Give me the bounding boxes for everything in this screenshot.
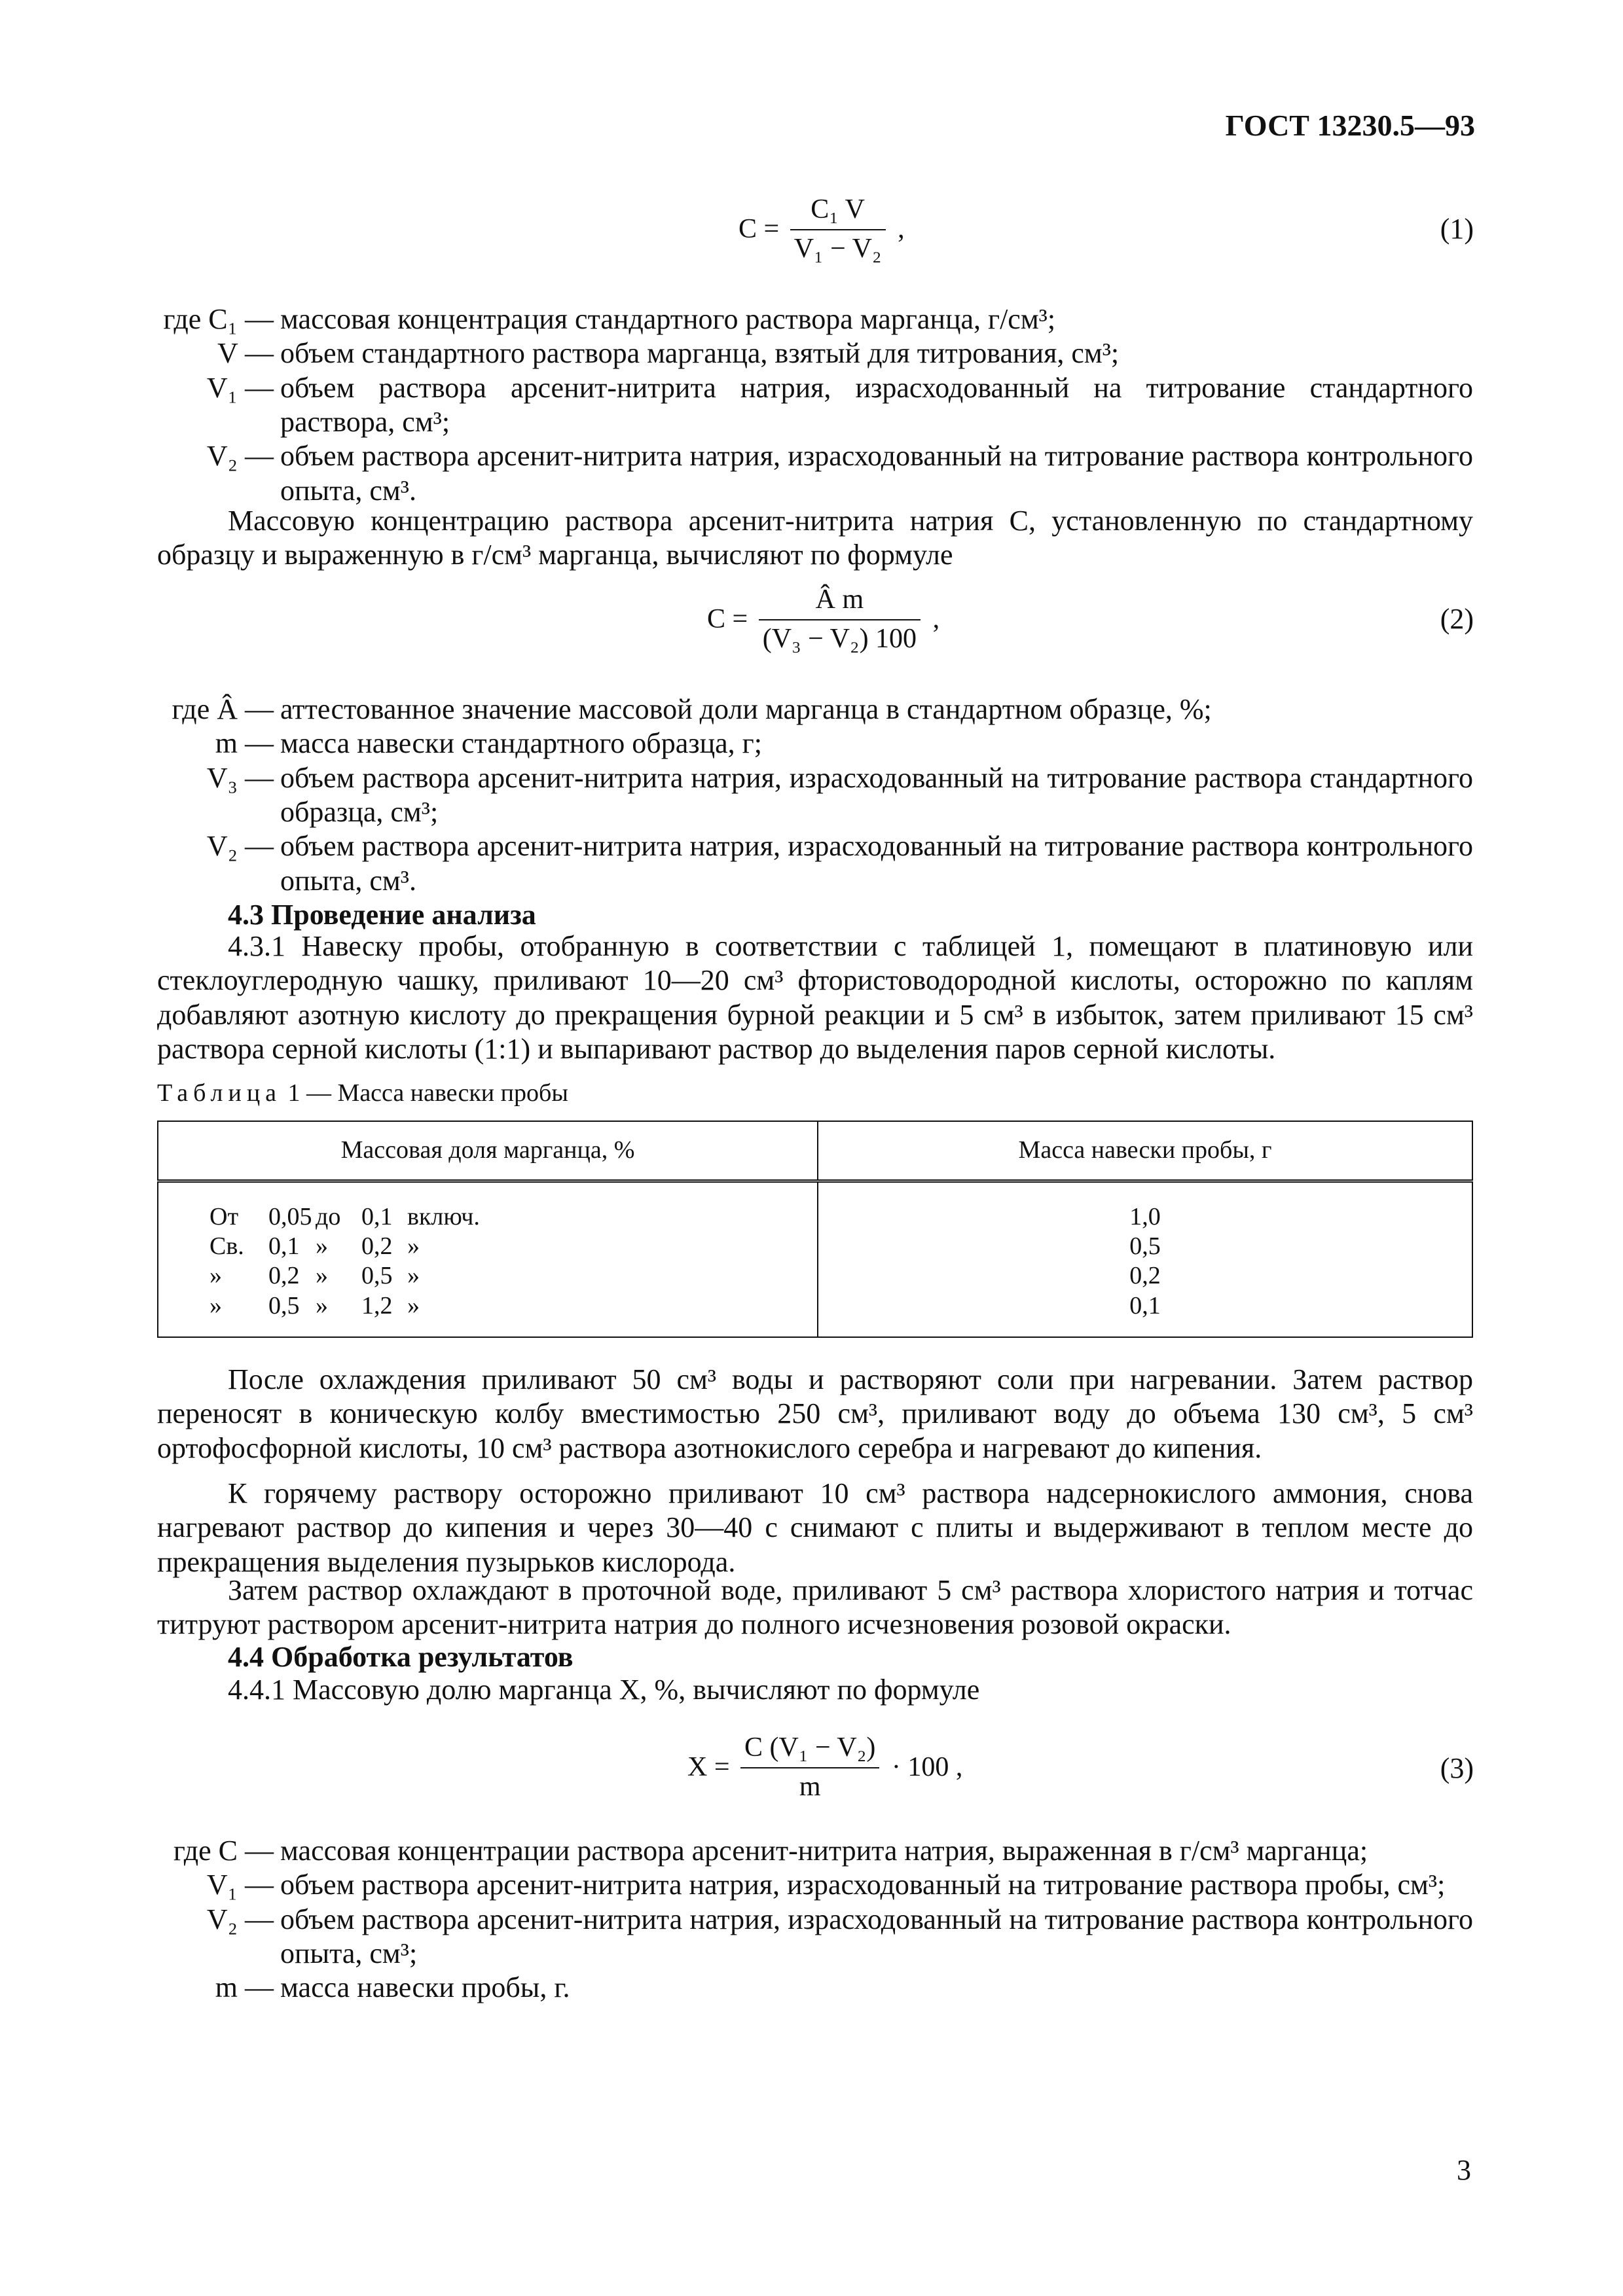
- definition-text: масса навески пробы, г.: [280, 1971, 570, 2004]
- range-from: 0,1: [268, 1232, 300, 1261]
- range-prefix: »: [210, 1262, 222, 1290]
- definition-symbol: V₂ —: [206, 830, 274, 863]
- paragraph-text: 4.4.1 Массовую долю марганца X, %, вычисляют по формуле: [228, 1674, 980, 1706]
- paragraph-cooling: [157, 1363, 1473, 1465]
- definition-text: объем раствора арсенит-нитрита натрия, израсходованный на титрование раствора контрольного опыта, см³.: [280, 830, 1473, 897]
- definition-text: объем раствора арсенит-нитрита натрия, израсходованный на титрование стандартного раствора, см³;: [280, 371, 1473, 439]
- formula-1-label: C =: [739, 213, 780, 244]
- definitions-formula-1: [157, 302, 1473, 508]
- formula-1-number: (1): [1440, 213, 1474, 245]
- formula-2: [707, 584, 939, 656]
- range-to-word: »: [316, 1291, 328, 1319]
- definition-symbol: V₂ —: [206, 1903, 274, 1935]
- formula-3-denominator: m: [799, 1771, 821, 1802]
- table-cell-mass: [818, 1181, 1472, 1337]
- table-1: [157, 1121, 1473, 1338]
- section-heading-4-3: 4.3 Проведение анализа: [228, 899, 536, 931]
- definition-text: массовая концентрации раствора арсенит-нитрита натрия, выраженная в г/см³ марганца;: [280, 1835, 1368, 1867]
- range-to: 0,1: [361, 1203, 393, 1230]
- table-header-row: [158, 1121, 1472, 1181]
- formula-2-numerator: Â m: [759, 584, 921, 620]
- table-header-cell: Масса навески пробы, г: [818, 1121, 1472, 1181]
- formula-1-denominator: V₁ − V₂: [793, 233, 882, 264]
- definition-symbol: где C —: [173, 1835, 274, 1867]
- definition-text: объем раствора арсенит-нитрита натрия, израсходованный на титрование раствора контрольного опыта, см³.: [280, 440, 1473, 507]
- table-caption-text: 1 — Масса навески пробы: [287, 1079, 568, 1107]
- range-row: [210, 1202, 817, 1232]
- paragraph-text: Затем раствор охлаждают в проточной воде, приливают 5 см³ раствора хлористого натрия и тотчас титруют раствором арсенит-нитрита натрия до полного исчезновения розовой окраски.: [157, 1574, 1473, 1641]
- range-to-word: до: [316, 1203, 341, 1230]
- range-to: 0,2: [361, 1232, 393, 1261]
- mass-value: 0,5: [1129, 1232, 1161, 1261]
- definition-row: [157, 1903, 1473, 1971]
- definition-row: [157, 726, 1473, 761]
- formula-3-number: (3): [1440, 1752, 1474, 1784]
- definition-row: [157, 1971, 1473, 2005]
- paragraph-text: После охлаждения приливают 50 см³ воды и растворяют соли при нагревании. Затем раствор переносят в коническую колбу вместимостью 250 см³, приливают воду до объема 130 см³, 5 см³ ортофосфорной кислоты, 10 см³ раствора азотнокислого серебра и нагревают до кипения.: [157, 1363, 1473, 1464]
- range-row: [210, 1232, 817, 1261]
- formula-3: [687, 1732, 962, 1804]
- formula-2-tail: ,: [932, 603, 940, 634]
- table-caption-word: Таблица: [157, 1079, 282, 1107]
- definition-row: [157, 1834, 1473, 1868]
- formula-1-fraction: [790, 194, 886, 266]
- range-suffix: »: [407, 1291, 420, 1319]
- definition-symbol: V₁ —: [206, 1869, 274, 1901]
- formula-1-numerator: C₁ V: [790, 194, 886, 230]
- paragraph-concentration: [157, 504, 1473, 573]
- table-header-cell: Массовая доля марганца, %: [158, 1121, 818, 1181]
- definition-row: [157, 371, 1473, 440]
- formula-1: [739, 194, 905, 266]
- definition-row: [157, 829, 1473, 898]
- range-to: 1,2: [361, 1291, 393, 1319]
- definition-text: масса навески стандартного образца, г;: [280, 727, 762, 760]
- definition-symbol: m —: [215, 1971, 274, 2004]
- formula-3-label: X =: [687, 1751, 730, 1782]
- definition-symbol: где Â —: [172, 693, 274, 725]
- formula-2-number: (2): [1440, 603, 1474, 635]
- definition-symbol: где C₁ —: [163, 303, 274, 335]
- definitions-formula-3: [157, 1834, 1473, 2005]
- definition-row: [157, 761, 1473, 830]
- table-row: [158, 1181, 1472, 1337]
- formula-3-numerator: C (V₁ − V₂): [740, 1732, 879, 1768]
- paragraph-text: 4.3.1 Навеску пробы, отобранную в соответствии с таблицей 1, помещают в платиновую или стеклоуглеродную чашку, приливают 10—20 см³ фтористоводородной кислоты, осторожно по каплям добавляют азотную кислоту до прекращения бурной реакции и 5 см³ в избыток, затем приливают 15 см³ раствора серной кислоты (1:1) и выпаривают раствор до выделения паров серной кислоты.: [157, 930, 1473, 1066]
- definition-symbol: m —: [215, 727, 274, 760]
- definitions-formula-2: [157, 692, 1473, 898]
- range-from: 0,2: [268, 1262, 300, 1290]
- range-prefix: »: [210, 1291, 222, 1319]
- definition-text: массовая концентрация стандартного раствора марганца, г/см³;: [280, 303, 1056, 335]
- mass-value: 0,2: [1129, 1262, 1161, 1290]
- paragraph-4-4-1: [157, 1673, 1473, 1707]
- paragraph-text: Массовую концентрацию раствора арсенит-нитрита натрия C, установленную по стандартному образцу и выраженную в г/см³ марганца, вычисляют по формуле: [157, 505, 1473, 571]
- definition-text: объем стандартного раствора марганца, взятый для титрования, см³;: [280, 337, 1120, 370]
- definition-symbol: V₂ —: [206, 440, 274, 473]
- paragraph-titration: [157, 1573, 1473, 1642]
- definition-symbol: V₃ —: [206, 761, 274, 794]
- definition-symbol: V —: [217, 337, 274, 370]
- paragraph-hot-solution: [157, 1477, 1473, 1579]
- formula-2-denominator: (V₃ − V₂) 100: [762, 623, 917, 654]
- range-prefix: Св.: [210, 1232, 244, 1261]
- range-suffix: »: [407, 1262, 420, 1290]
- definition-row: [157, 336, 1473, 370]
- range-from: 0,5: [268, 1291, 300, 1319]
- definition-row: [157, 692, 1473, 726]
- formula-3-tail: · 100 ,: [891, 1751, 963, 1782]
- definition-text: аттестованное значение массовой доли марганца в стандартном образце, %;: [280, 693, 1212, 725]
- range-to-word: »: [316, 1232, 328, 1261]
- range-row: [210, 1261, 817, 1291]
- range-to-word: »: [316, 1262, 328, 1290]
- range-row: [210, 1291, 817, 1321]
- paragraph-4-3-1: [157, 929, 1473, 1066]
- table-cell-ranges: [158, 1181, 818, 1337]
- table-1-caption: [157, 1079, 568, 1108]
- range-from: 0,05: [268, 1203, 312, 1230]
- definition-text: объем раствора арсенит-нитрита натрия, израсходованный на титрование раствора стандартного образца, см³;: [280, 761, 1473, 829]
- definition-row: [157, 1868, 1473, 1902]
- range-to: 0,5: [361, 1262, 393, 1290]
- mass-value: 1,0: [1129, 1203, 1161, 1230]
- definition-row: [157, 302, 1473, 336]
- range-suffix: включ.: [407, 1203, 480, 1230]
- range-suffix: »: [407, 1232, 420, 1261]
- formula-2-fraction: [759, 584, 921, 656]
- formula-3-fraction: [740, 1732, 879, 1804]
- range-prefix: От: [210, 1203, 239, 1230]
- mass-value: 0,1: [1129, 1291, 1161, 1319]
- formula-2-label: C =: [707, 603, 748, 634]
- definition-row: [157, 439, 1473, 508]
- definition-text: объем раствора арсенит-нитрита натрия, израсходованный на титрование раствора контрольного опыта, см³;: [280, 1903, 1473, 1970]
- formula-1-tail: ,: [898, 213, 905, 244]
- paragraph-text: К горячему раствору осторожно приливают 10 см³ раствора надсернокислого аммония, снова нагревают раствор до кипения и через 30—40 с снимают с плиты и выдерживают в теплом месте до прекращения выделения пузырьков кислорода.: [157, 1477, 1473, 1578]
- document-header: ГОСТ 13230.5—93: [1225, 109, 1475, 142]
- section-heading-4-4: 4.4 Обработка результатов: [228, 1641, 574, 1673]
- page-number: 3: [1457, 2154, 1471, 2186]
- definition-symbol: V₁ —: [206, 371, 274, 404]
- definition-text: объем раствора арсенит-нитрита натрия, израсходованный на титрование раствора пробы, см³;: [280, 1869, 1446, 1901]
